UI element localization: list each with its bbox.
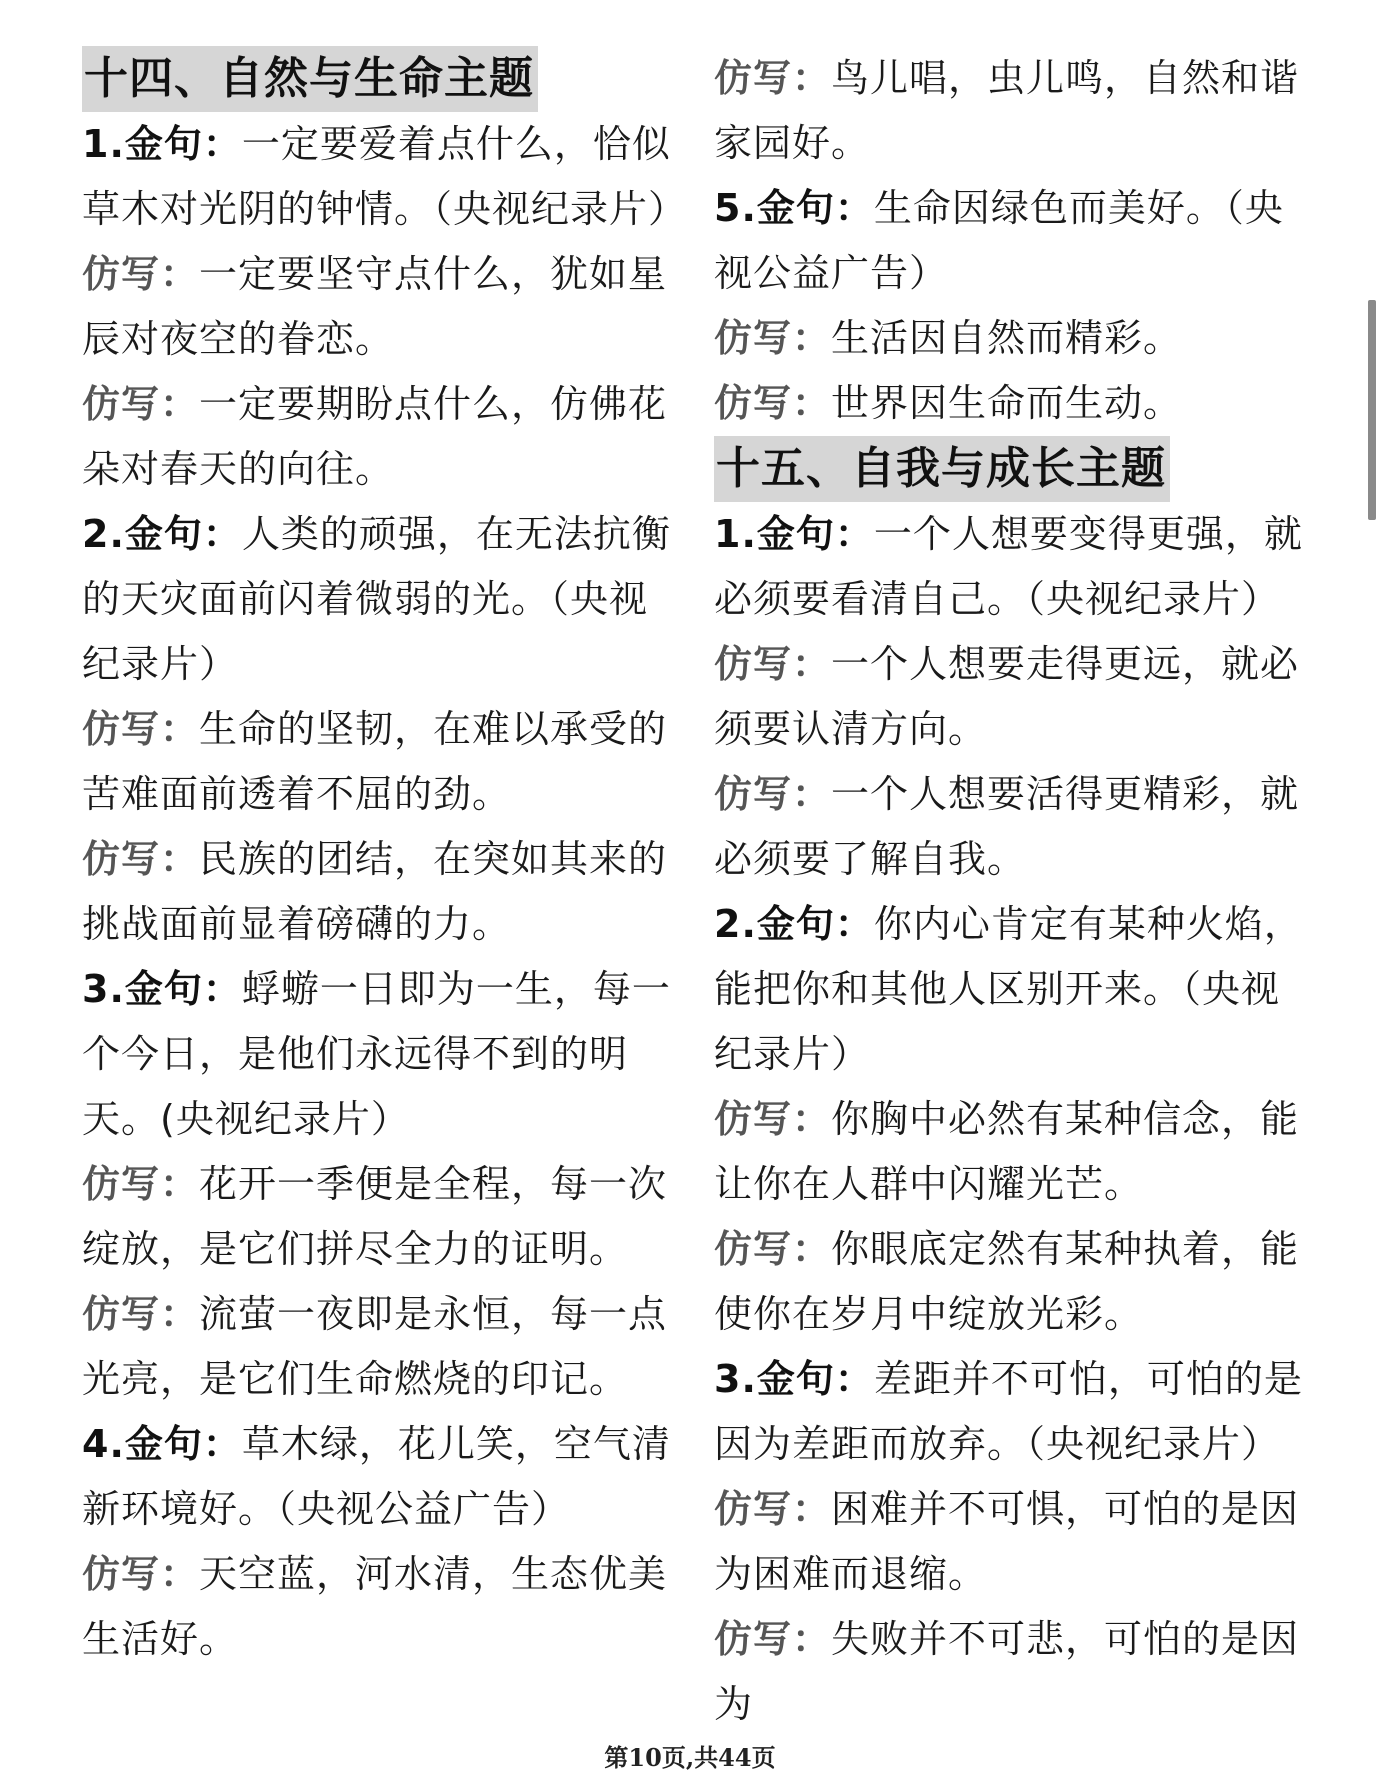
imitation-sentence — [714, 632, 1314, 762]
sentence-text: 一定要期盼点什么，仿佛花朵对春天的向往。 — [82, 382, 668, 491]
golden-sentence — [82, 112, 688, 242]
page-footer: 第10页,共44页 — [604, 1743, 776, 1772]
imitation-label: 仿写： — [82, 707, 200, 751]
imitation-sentence — [714, 1607, 1314, 1737]
golden-sentence — [714, 176, 1314, 306]
imitation-sentence — [82, 242, 682, 372]
imitation-label: 仿写： — [82, 1292, 200, 1336]
right-paragraphs-before — [714, 46, 1314, 436]
right-column — [714, 46, 1314, 1737]
imitation-sentence — [714, 1217, 1314, 1347]
golden-sentence-label: 3.金句： — [714, 1357, 874, 1401]
imitation-label: 仿写： — [82, 1552, 200, 1596]
sentence-text: 蜉蝣一日即为一生，每一个今日，是他们永远得不到的明天。(央视纪录片） — [82, 967, 671, 1141]
golden-sentence-label: 3.金句： — [82, 967, 242, 1011]
imitation-label: 仿写： — [714, 642, 832, 686]
sentence-text: 草木绿，花儿笑，空气清新环境好。（央视公益广告） — [82, 1422, 671, 1531]
left-column — [82, 46, 688, 1672]
golden-sentence — [714, 1347, 1314, 1477]
sentence-text: 差距并不可怕，可怕的是因为差距而放弃。（央视纪录片） — [714, 1357, 1303, 1466]
section-heading-14: 十四、自然与生命主题 — [82, 46, 538, 112]
sentence-text: 一个人想要活得更精彩，就必须要了解自我。 — [714, 772, 1300, 881]
imitation-label: 仿写： — [82, 382, 200, 426]
imitation-sentence — [714, 46, 1314, 176]
imitation-sentence — [714, 371, 1314, 436]
golden-sentence — [714, 892, 1314, 1087]
imitation-sentence — [82, 372, 682, 502]
golden-sentence-label: 5.金句： — [714, 186, 874, 230]
sentence-text: 你内心肯定有某种火焰，能把你和其他人区别开来。（央视纪录片） — [714, 902, 1303, 1076]
imitation-sentence — [714, 1087, 1314, 1217]
imitation-sentence — [714, 1477, 1314, 1607]
imitation-sentence — [82, 1282, 682, 1412]
left-paragraphs — [82, 112, 688, 1672]
sentence-text: 一定要坚守点什么，犹如星辰对夜空的眷恋。 — [82, 252, 668, 361]
imitation-label: 仿写： — [714, 772, 832, 816]
imitation-label: 仿写： — [714, 316, 832, 360]
imitation-label: 仿写： — [714, 381, 832, 425]
sentence-text: 生活因自然而精彩。 — [831, 316, 1183, 360]
sentence-text: 鸟儿唱，虫儿鸣，自然和谐家园好。 — [714, 56, 1300, 165]
imitation-sentence — [82, 827, 682, 957]
imitation-label: 仿写： — [82, 1162, 200, 1206]
golden-sentence — [714, 502, 1314, 632]
golden-sentence — [82, 957, 682, 1152]
sentence-text: 困难并不可惧，可怕的是因为困难而退缩。 — [714, 1487, 1300, 1596]
imitation-label: 仿写： — [714, 56, 832, 100]
sentence-text: 花开一季便是全程，每一次绽放，是它们拼尽全力的证明。 — [82, 1162, 668, 1271]
sentence-text: 失败并不可悲，可怕的是因为 — [714, 1617, 1300, 1726]
golden-sentence-label: 2.金句： — [714, 902, 874, 946]
right-paragraphs-after — [714, 502, 1314, 1737]
sentence-text: 民族的团结，在突如其来的挑战面前显着磅礴的力。 — [82, 837, 668, 946]
sentence-text: 人类的顽强，在无法抗衡的天灾面前闪着微弱的光。（央视纪录片） — [82, 512, 671, 686]
sentence-text: 流萤一夜即是永恒，每一点光亮，是它们生命燃烧的印记。 — [82, 1292, 668, 1401]
golden-sentence-label: 1.金句： — [82, 122, 242, 166]
imitation-sentence — [82, 1542, 682, 1672]
sentence-text: 一个人想要变得更强，就必须要看清自己。（央视纪录片） — [714, 512, 1303, 621]
imitation-label: 仿写： — [714, 1097, 832, 1141]
sentence-text: 世界因生命而生动。 — [831, 381, 1183, 425]
imitation-label: 仿写： — [82, 837, 200, 881]
imitation-label: 仿写： — [714, 1617, 832, 1661]
golden-sentence — [82, 1412, 682, 1542]
sentence-text: 一个人想要走得更远，就必须要认清方向。 — [714, 642, 1300, 751]
sentence-text: 一定要爱着点什么，恰似草木对光阴的钟情。（央视纪录片） — [82, 122, 688, 231]
imitation-label: 仿写： — [714, 1227, 832, 1271]
imitation-label: 仿写： — [82, 252, 200, 296]
golden-sentence-label: 4.金句： — [82, 1422, 242, 1466]
section-heading-15: 十五、自我与成长主题 — [714, 436, 1170, 502]
imitation-sentence — [714, 306, 1314, 371]
imitation-sentence — [714, 762, 1314, 892]
sentence-text: 天空蓝，河水清，生态优美生活好。 — [82, 1552, 668, 1661]
sentence-text: 生命因绿色而美好。（央视公益广告） — [714, 186, 1284, 295]
imitation-sentence — [82, 1152, 682, 1282]
golden-sentence-label: 1.金句： — [714, 512, 874, 556]
sentence-text: 你眼底定然有某种执着，能使你在岁月中绽放光彩。 — [714, 1227, 1300, 1336]
scrollbar[interactable] — [1368, 300, 1376, 520]
imitation-sentence — [82, 697, 682, 827]
golden-sentence-label: 2.金句： — [82, 512, 242, 556]
imitation-label: 仿写： — [714, 1487, 832, 1531]
sentence-text: 生命的坚韧，在难以承受的苦难面前透着不屈的劲。 — [82, 707, 668, 816]
sentence-text: 你胸中必然有某种信念，能让你在人群中闪耀光芒。 — [714, 1097, 1300, 1206]
golden-sentence — [82, 502, 682, 697]
